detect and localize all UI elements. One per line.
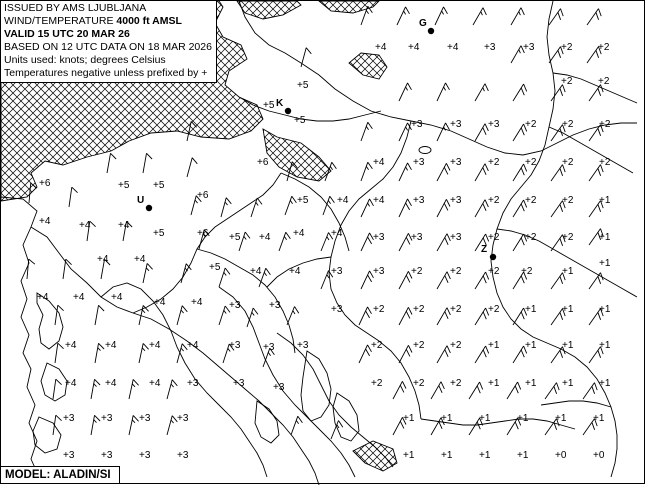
temperature-label: +6: [197, 190, 209, 201]
temperature-label: +2: [525, 157, 537, 168]
temperature-label: +3: [297, 340, 309, 351]
wind-barb: [393, 381, 406, 399]
temperature-label: +4: [447, 42, 459, 53]
temperature-label: +2: [373, 304, 385, 315]
temperature-label: +4: [331, 228, 343, 239]
wind-barb: [69, 187, 78, 207]
temperature-label: +4: [79, 220, 91, 231]
temperature-label: +3: [373, 232, 385, 243]
temperature-label: +5: [229, 232, 241, 243]
temperature-label: +1: [599, 304, 611, 315]
wind-barb: [361, 271, 374, 289]
wind-barb: [437, 308, 450, 325]
temperature-label: +4: [250, 266, 262, 277]
wind-barb: [513, 84, 527, 101]
temperature-label: +1: [562, 266, 574, 277]
temperature-label: +5: [153, 228, 165, 239]
wind-barb: [511, 8, 524, 25]
temperature-label: +6: [257, 157, 269, 168]
station-id-label: Z: [481, 244, 488, 255]
temperature-label: +4: [39, 216, 51, 227]
temperature-label: +3: [229, 300, 241, 311]
wind-barb: [437, 163, 450, 181]
temperature-label: +4: [111, 292, 123, 303]
temperature-label: +3: [331, 266, 343, 277]
wind-barb: [239, 232, 250, 251]
wind-barb: [399, 199, 412, 217]
temperature-label: +2: [450, 266, 462, 277]
temperature-label: +2: [521, 266, 533, 277]
wind-barb: [251, 198, 262, 217]
temperature-label: +1: [599, 340, 611, 351]
wind-barb: [53, 379, 62, 399]
wind-barb: [27, 259, 35, 279]
temperature-label: +3: [373, 266, 385, 277]
wind-barb: [63, 259, 72, 279]
temperature-label: +1: [441, 413, 453, 424]
header-product: [4, 15, 212, 28]
temperature-label: +2: [562, 195, 574, 206]
temperature-label: +1: [479, 413, 491, 424]
wind-barb: [475, 124, 488, 141]
temperature-label: +4: [289, 266, 301, 277]
wind-barb: [177, 306, 187, 325]
temperature-label: +2: [561, 42, 573, 53]
temperature-label: +1: [403, 413, 415, 424]
lake-marker: [419, 147, 431, 154]
temperature-label: +3: [413, 195, 425, 206]
temperature-label: +5: [209, 262, 221, 273]
temperature-label: +2: [488, 195, 500, 206]
wind-barb: [91, 379, 100, 399]
temperature-label: +2: [525, 119, 537, 130]
temperature-label: +2: [562, 157, 574, 168]
temperature-label: +2: [450, 378, 462, 389]
temperature-label: +1: [517, 450, 529, 461]
temperature-label: +1: [525, 378, 537, 389]
wind-barb: [399, 345, 412, 363]
station-dot: [285, 108, 291, 114]
temperature-label: +3: [273, 382, 285, 393]
temperature-label: +3: [450, 119, 462, 130]
temperature-label: +2: [488, 232, 500, 243]
temperature-label: +4: [105, 378, 117, 389]
wind-barb: [279, 232, 290, 251]
temperature-label: +5: [118, 180, 130, 191]
temperature-label: +3: [411, 119, 423, 130]
temperature-label: +2: [599, 157, 611, 168]
header-issued-by: ISSUED BY AMS LJUBLJANA: [4, 2, 147, 14]
header-units: Units used: knots; degrees Celsius: [4, 54, 166, 66]
wind-barb: [475, 200, 488, 217]
station-id-label: K: [276, 98, 284, 109]
temperature-label: +3: [177, 413, 189, 424]
temperature-label: +3: [187, 378, 199, 389]
temperature-label: +2: [525, 195, 537, 206]
wind-barb: [187, 158, 197, 177]
temperature-label: +1: [525, 304, 537, 315]
station-dot: [146, 205, 152, 211]
temperature-label: +1: [441, 450, 453, 461]
temperature-label: +5: [297, 80, 309, 91]
temperature-label: +2: [598, 76, 610, 87]
temperature-label: +4: [134, 254, 146, 265]
temperature-label: +3: [331, 304, 343, 315]
wind-barb: [589, 85, 603, 101]
temperature-label: +2: [599, 119, 611, 130]
temperature-label: +2: [488, 304, 500, 315]
temperature-label: +1: [525, 340, 537, 351]
station-id-label: U: [137, 195, 145, 206]
wind-barb: [95, 343, 104, 363]
wind-barb: [219, 268, 230, 287]
wind-barb: [545, 383, 559, 399]
wind-barb: [181, 264, 191, 283]
temperature-label: +3: [139, 450, 151, 461]
temperature-label: +1: [562, 378, 574, 389]
model-footer: MODEL: ALADIN/SI: [1, 466, 120, 483]
temperature-label: +3: [269, 300, 281, 311]
temperature-label: +4: [373, 157, 385, 168]
temperature-label: +4: [375, 42, 387, 53]
wind-barb: [285, 196, 296, 215]
temperature-label: +3: [101, 450, 113, 461]
temperature-label: +4: [408, 42, 420, 53]
header-product-level: 4000 ft AMSL: [116, 15, 182, 27]
wind-barb: [361, 162, 372, 181]
wind-barb: [167, 416, 177, 435]
temperature-label: +5: [294, 115, 306, 126]
wind-barb: [435, 7, 448, 25]
temperature-label: +2: [371, 340, 383, 351]
wind-barb: [431, 382, 444, 399]
temperature-label: +3: [139, 413, 151, 424]
temperature-label: +4: [191, 297, 203, 308]
temperature-label: +4: [337, 195, 349, 206]
station-dot: [490, 254, 496, 260]
temperature-label: +4: [293, 228, 305, 239]
wind-barb: [359, 345, 372, 363]
wind-barb: [475, 308, 489, 325]
temperature-label: +1: [562, 340, 574, 351]
wind-barb: [361, 233, 374, 251]
temperature-label: +3: [263, 342, 275, 353]
temperature-label: +2: [525, 232, 537, 243]
temperature-label: +4: [259, 232, 271, 243]
temperature-label: +3: [450, 232, 462, 243]
temperature-label: +4: [37, 292, 49, 303]
temperature-label: +2: [598, 42, 610, 53]
temperature-label: +2: [488, 266, 500, 277]
wind-barb: [221, 198, 231, 217]
temperature-label: +4: [118, 220, 130, 231]
temperature-label: +2: [562, 119, 574, 130]
wind-barb: [55, 343, 64, 363]
wind-barb: [437, 83, 450, 101]
temperature-label: +1: [562, 304, 574, 315]
temperature-label: +3: [450, 195, 462, 206]
wind-barb: [589, 273, 603, 289]
wind-barb: [437, 199, 450, 217]
temperature-label: +5: [263, 100, 275, 111]
temperature-label: +2: [488, 157, 500, 168]
header-product-prefix: WIND/TEMPERATURE: [4, 15, 117, 27]
temperature-label: +1: [479, 450, 491, 461]
temperature-label: +1: [593, 413, 605, 424]
temperature-label: +1: [599, 258, 611, 269]
wind-barb: [469, 382, 483, 399]
wind-barb: [437, 234, 450, 251]
temperature-label: +2: [413, 340, 425, 351]
wind-barb: [399, 307, 412, 325]
temperature-label: +4: [105, 340, 117, 351]
temperature-label: +2: [411, 266, 423, 277]
wind-barb: [361, 122, 372, 141]
temperature-label: +1: [403, 450, 415, 461]
temperature-label: +3: [101, 413, 113, 424]
wind-barb: [583, 383, 597, 399]
wind-barb: [437, 123, 450, 141]
wind-barb: [291, 416, 302, 435]
temperature-label: +3: [488, 119, 500, 130]
station-id-label: G: [419, 18, 427, 29]
wind-barb: [129, 379, 139, 399]
wind-barb: [397, 7, 410, 25]
temperature-label: +2: [450, 304, 462, 315]
header-temp-note: Temperatures negative unless prefixed by +: [4, 67, 208, 79]
wind-barb: [475, 346, 489, 363]
wind-barb: [361, 199, 374, 217]
header-valid: VALID 15 UTC 20 MAR 26: [4, 28, 130, 40]
temperature-label: +3: [523, 42, 535, 53]
temperature-label: +5: [153, 180, 165, 191]
temperature-label: +0: [593, 450, 605, 461]
temperature-label: +1: [488, 378, 500, 389]
wind-barb: [437, 346, 450, 363]
temperature-label: +3: [413, 157, 425, 168]
wind-barb: [437, 272, 450, 289]
wind-barb: [91, 415, 100, 435]
temperature-label: +2: [561, 76, 573, 87]
temperature-label: +5: [297, 195, 309, 206]
temperature-label: +4: [154, 297, 166, 308]
temperature-label: +1: [599, 232, 611, 243]
header-basedon: BASED ON 12 UTC DATA ON 18 MAR 2026: [4, 41, 212, 53]
wind-barb: [143, 153, 152, 173]
wind-barb: [95, 305, 104, 325]
temperature-label: +6: [197, 228, 209, 239]
wind-barb: [587, 9, 601, 25]
temperature-label: +3: [177, 450, 189, 461]
temperature-label: +4: [149, 378, 161, 389]
wind-barb: [177, 344, 187, 363]
wind-barb: [359, 307, 372, 325]
temperature-label: +4: [65, 340, 77, 351]
temperature-label: +4: [373, 195, 385, 206]
wind-barb: [139, 343, 149, 363]
temperature-label: +1: [488, 340, 500, 351]
temperature-label: +1: [517, 413, 529, 424]
temperature-label: +4: [187, 340, 199, 351]
temperature-label: +1: [599, 195, 611, 206]
wind-barb: [475, 164, 488, 181]
temperature-label: +4: [65, 378, 77, 389]
wind-barb: [551, 85, 565, 101]
wind-barb: [107, 153, 116, 173]
temperature-label: +3: [411, 232, 423, 243]
temperature-label: +2: [450, 340, 462, 351]
temperature-label: +3: [63, 413, 75, 424]
temperature-label: +3: [229, 340, 241, 351]
temperature-label: +0: [555, 450, 567, 461]
wind-barb: [143, 263, 153, 283]
wind-barb: [399, 163, 412, 181]
temperature-label: +3: [233, 378, 245, 389]
temperature-label: +2: [562, 232, 574, 243]
temperature-label: +2: [413, 378, 425, 389]
chart-header: [1, 1, 217, 83]
wind-barb: [475, 84, 488, 101]
wind-barb: [399, 83, 412, 101]
temperature-label: +1: [555, 413, 567, 424]
temperature-label: +4: [73, 292, 85, 303]
temperature-label: +4: [97, 254, 109, 265]
wind-barb: [287, 307, 299, 326]
wind-barb: [475, 272, 489, 289]
temperature-label: +3: [63, 450, 75, 461]
temperature-label: +2: [371, 378, 383, 389]
wind-barb: [129, 415, 139, 435]
temperature-label: +4: [149, 340, 161, 351]
temperature-label: +3: [450, 157, 462, 168]
temperature-label: +1: [599, 378, 611, 389]
temperature-label: +6: [39, 178, 51, 189]
wind-barb: [53, 415, 62, 435]
wind-barb: [167, 380, 177, 399]
temperature-label: +3: [484, 42, 496, 53]
station-dot: [428, 28, 434, 34]
wind-barb: [473, 8, 486, 25]
wind-barb: [507, 382, 521, 399]
temperature-label: +2: [413, 304, 425, 315]
